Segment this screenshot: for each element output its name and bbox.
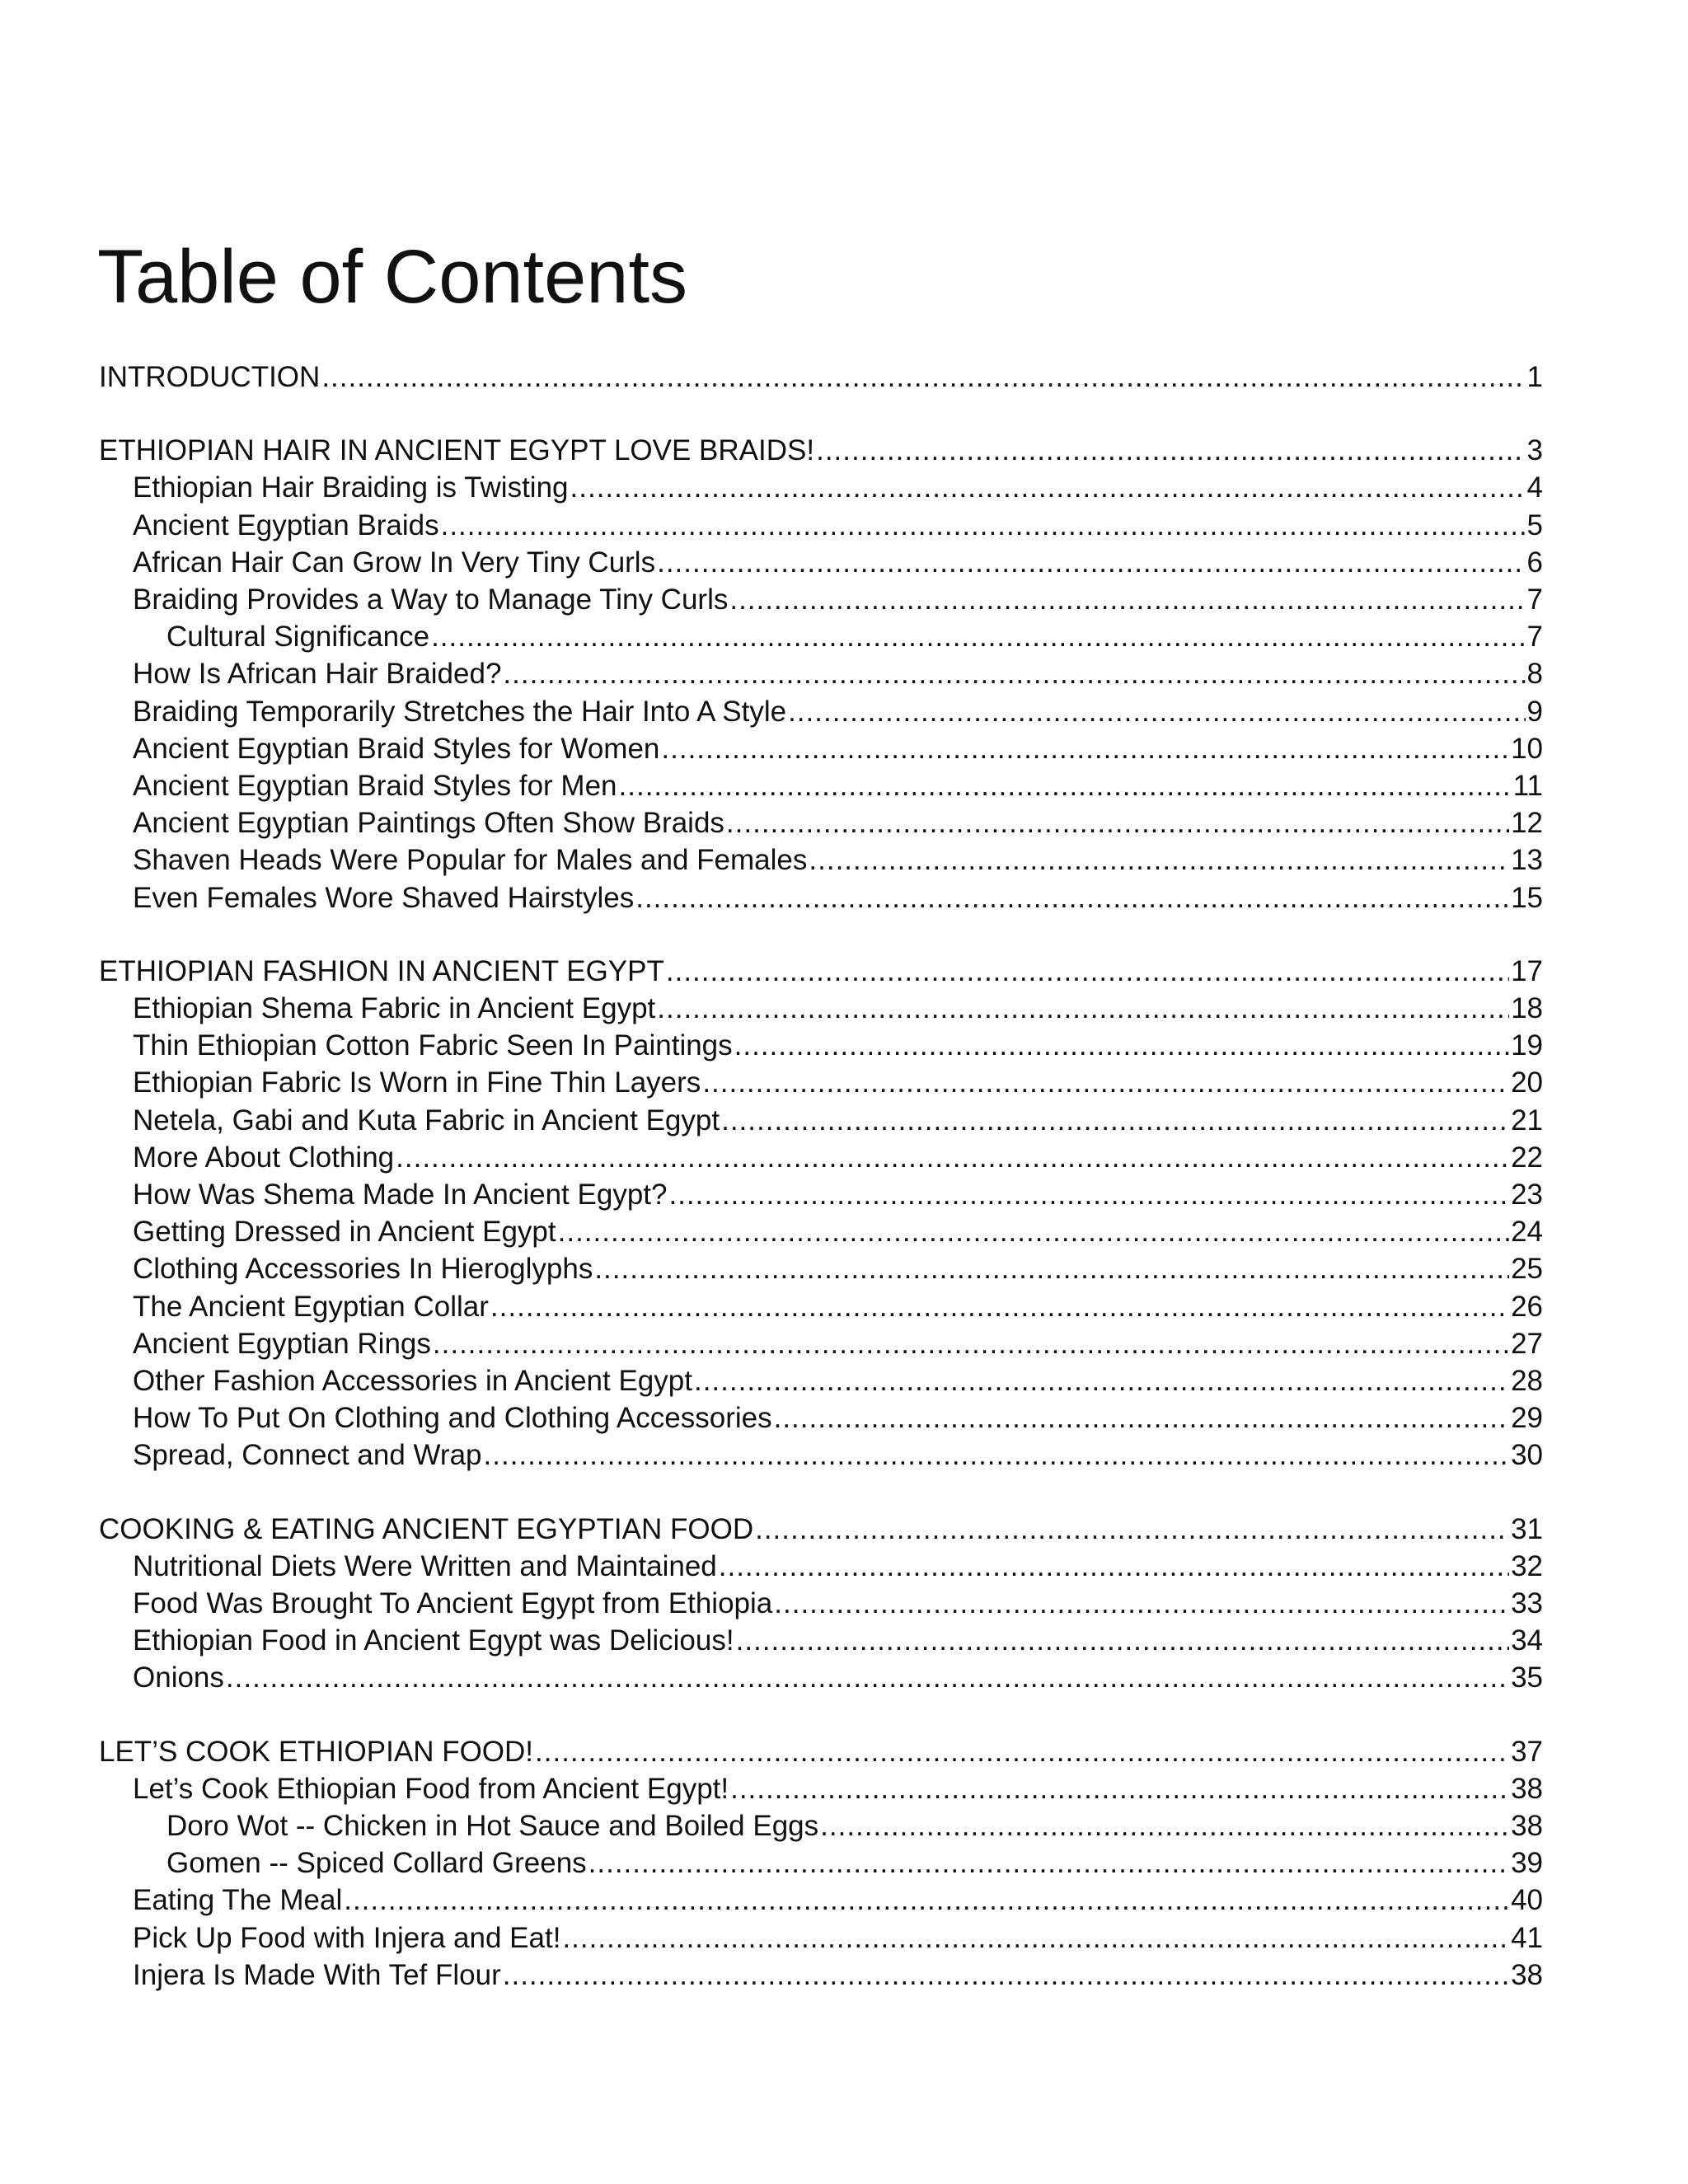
toc-entry-label: INTRODUCTION [99,361,321,393]
toc-page-number: 18 [1511,992,1543,1024]
toc-entry-label: Ancient Egyptian Braid Styles for Women [133,732,660,765]
dot-leader [788,694,1525,730]
toc-entry[interactable] [133,1214,1543,1250]
dot-leader [344,1882,1509,1919]
toc-page-number: 19 [1511,1029,1543,1062]
toc-entry-label: Food Was Brought To Ancient Egypt from Ethiopia [133,1587,773,1619]
dot-leader [396,1140,1509,1176]
toc-entry-label: ETHIOPIAN HAIR IN ANCIENT EGYPT LOVE BRAIDS! [99,434,815,467]
toc-entry[interactable] [133,1549,1543,1585]
dot-leader [729,582,1525,618]
toc-page-number: 25 [1511,1253,1543,1286]
toc-page-number: 7 [1526,583,1543,616]
toc-entry[interactable] [133,731,1543,767]
toc-page-number: 34 [1511,1624,1543,1657]
toc-entry[interactable] [133,1771,1543,1807]
dot-leader [562,1920,1509,1957]
toc-page-number: 15 [1511,881,1543,914]
toc-entry-label: How To Put On Clothing and Clothing Accessories [133,1402,772,1435]
toc-entry[interactable] [133,768,1543,804]
dot-leader [570,470,1526,506]
toc-page-number: 17 [1511,954,1543,987]
toc-entry-label: Spread, Connect and Wrap [133,1439,482,1472]
toc-entry-label: Ethiopian Food in Ancient Egypt was Delicious! [133,1624,734,1657]
toc-entry[interactable] [133,1882,1543,1919]
toc-entry-label: Nutritional Diets Were Written and Maintained [133,1549,717,1582]
dot-leader [809,842,1509,879]
toc-page-number: 31 [1511,1512,1543,1545]
dot-leader [702,1065,1509,1101]
dot-leader [431,619,1525,655]
toc-entry[interactable] [133,1957,1543,1994]
toc-entry[interactable] [133,694,1543,730]
toc-page-number: 38 [1511,1958,1543,1991]
dot-leader [441,508,1526,544]
toc-page-number: 7 [1526,621,1543,654]
dot-leader [774,1586,1509,1622]
toc-entry[interactable] [133,1028,1543,1064]
toc-page-number: 6 [1526,546,1543,579]
dot-leader [694,1363,1509,1399]
dot-leader [820,1808,1509,1844]
toc-entry-label: Ancient Egyptian Rings [133,1327,431,1360]
toc-entry-label: Ethiopian Hair Braiding is Twisting [133,471,569,504]
toc-entry-label: How Is African Hair Braided? [133,658,502,691]
dot-leader [774,1400,1509,1436]
toc-entry-label: Pick Up Food with Injera and Eat! [133,1921,561,1954]
toc-section-entry[interactable] [99,359,1543,396]
toc-entry[interactable] [133,805,1543,841]
toc-page-number: 5 [1526,509,1543,541]
toc-entry-label: The Ancient Egyptian Collar [133,1290,489,1323]
toc-entry-label: Braiding Temporarily Stretches the Hair Into A Style [133,695,787,728]
toc-entry[interactable] [133,656,1543,692]
toc-entry[interactable] [133,880,1543,916]
dot-leader [657,545,1525,581]
toc-entry-label: Thin Ethiopian Cotton Fabric Seen In Paintings [133,1029,733,1062]
dot-leader [668,1177,1509,1213]
toc-subentry[interactable] [166,1808,1543,1844]
toc-page-number: 41 [1511,1921,1543,1954]
page-title: Table of Contents [97,235,688,319]
toc-page-number: 3 [1526,434,1543,467]
toc-entry[interactable] [133,842,1543,879]
toc-page-number: 29 [1511,1402,1543,1435]
toc-entry[interactable] [133,1437,1543,1474]
dot-leader [816,433,1525,469]
toc-page-number: 8 [1526,658,1543,691]
toc-page-number: 37 [1511,1735,1543,1768]
toc-entry-label: Braiding Provides a Way to Manage Tiny Curls [133,583,729,616]
toc-entry[interactable] [133,1363,1543,1399]
toc-page-number: 33 [1511,1587,1543,1619]
toc-page-number: 24 [1511,1216,1543,1249]
toc-page-number: 9 [1526,695,1543,728]
toc-entry-label: Clothing Accessories In Hieroglyphs [133,1253,593,1286]
toc-entry-label: LET’S COOK ETHIOPIAN FOOD! [99,1735,534,1768]
toc-entry-label: Ethiopian Shema Fabric in Ancient Egypt [133,992,656,1024]
toc-entry-label: Injera Is Made With Tef Flour [133,1958,501,1991]
dot-leader [726,805,1509,841]
toc-entry[interactable] [133,1660,1543,1696]
toc-entry[interactable] [133,508,1543,544]
toc-page-number: 20 [1511,1066,1543,1099]
toc-entry-label: How Was Shema Made In Ancient Egypt? [133,1179,668,1211]
toc-entry[interactable] [133,1920,1543,1957]
toc-page-number: 40 [1511,1884,1543,1917]
toc-entry[interactable] [133,1586,1543,1622]
toc-entry[interactable] [133,582,1543,618]
toc-section-entry[interactable] [99,433,1543,469]
toc-page-number: 32 [1511,1549,1543,1582]
toc-subentry[interactable] [166,619,1543,655]
toc-entry-label: Ancient Egyptian Braid Styles for Men [133,770,617,802]
toc-page-number: 38 [1511,1772,1543,1805]
dot-leader [730,1771,1509,1807]
toc-page-number: 39 [1511,1847,1543,1880]
toc-entry[interactable] [133,1400,1543,1436]
dot-leader [433,1326,1509,1362]
dot-leader [226,1660,1509,1696]
toc-page-number: 28 [1511,1365,1543,1397]
dot-leader [503,656,1525,692]
dot-leader [535,1734,1509,1770]
toc-entry-label: Other Fashion Accessories in Ancient Egypt [133,1365,692,1397]
toc-page-number: 13 [1511,844,1543,877]
dot-leader [503,1957,1509,1994]
toc-entry[interactable] [133,1251,1543,1287]
dot-leader [721,1103,1509,1139]
toc-entry-label: More About Clothing [133,1141,395,1174]
toc-entry-label: COOKING & EATING ANCIENT EGYPTIAN FOOD [99,1512,754,1545]
toc-entry[interactable] [133,1103,1543,1139]
toc-page-number: 35 [1511,1661,1543,1694]
toc-entry[interactable] [133,1140,1543,1176]
dot-leader [661,731,1509,767]
toc-entry[interactable] [133,1065,1543,1101]
toc-entry-label: Cultural Significance [166,621,430,654]
toc-page-number: 21 [1511,1104,1543,1137]
dot-leader [619,768,1512,804]
toc-entry[interactable] [133,545,1543,581]
toc-entry[interactable] [133,991,1543,1027]
toc-entry-label: Ancient Egyptian Paintings Often Show Braids [133,807,724,840]
toc-entry-label: Ethiopian Fabric Is Worn in Fine Thin Layers [133,1066,701,1099]
dot-leader [719,1549,1509,1585]
dot-leader [734,1028,1509,1064]
toc-page-number: 22 [1511,1141,1543,1174]
toc-page-number: 23 [1511,1179,1543,1211]
toc-page-number: 26 [1511,1290,1543,1323]
toc-page-number: 1 [1526,361,1543,393]
toc-page-number: 10 [1511,732,1543,765]
toc-entry-label: Netela, Gabi and Kuta Fabric in Ancient Egypt [133,1104,720,1137]
toc-entry-label: African Hair Can Grow In Very Tiny Curls [133,546,656,579]
toc-section-entry[interactable] [99,1511,1543,1548]
toc-entry-label: Ancient Egyptian Braids [133,509,439,541]
toc-entry[interactable] [133,1623,1543,1659]
toc-page-number: 11 [1512,770,1543,802]
dot-leader [736,1623,1509,1659]
toc-entry-label: Let’s Cook Ethiopian Food from Ancient Egypt! [133,1772,729,1805]
toc-entry-label: Gomen -- Spiced Collard Greens [166,1847,587,1880]
toc-entry-label: ETHIOPIAN FASHION IN ANCIENT EGYPT [99,954,664,987]
toc-entry[interactable] [133,1177,1543,1213]
toc-subentry[interactable] [166,1845,1543,1882]
toc-section-entry[interactable] [99,1734,1543,1770]
toc-entry-label: Even Females Wore Shaved Hairstyles [133,881,635,914]
dot-leader [588,1845,1509,1882]
dot-leader [594,1251,1509,1287]
toc-entry-label: Onions [133,1661,224,1694]
toc-page-number: 4 [1526,471,1543,504]
dot-leader [635,880,1509,916]
toc-entry[interactable] [133,470,1543,506]
toc-page-number: 38 [1511,1810,1543,1842]
toc-entry[interactable] [133,1289,1543,1325]
toc-page-number: 27 [1511,1327,1543,1360]
dot-leader [755,1511,1509,1548]
dot-leader [490,1289,1509,1325]
toc-entry-label: Eating The Meal [133,1884,343,1917]
toc-page-number: 12 [1511,807,1543,840]
toc-entry-label: Shaven Heads Were Popular for Males and Females [133,844,808,877]
toc-entry-label: Doro Wot -- Chicken in Hot Sauce and Boiled Eggs [166,1810,819,1842]
toc-entry[interactable] [133,1326,1543,1362]
dot-leader [657,991,1509,1027]
dot-leader [558,1214,1509,1250]
dot-leader [321,359,1525,396]
toc-page-number: 30 [1511,1439,1543,1472]
dot-leader [484,1437,1510,1474]
toc-section-entry[interactable] [99,954,1543,990]
toc-entry-label: Getting Dressed in Ancient Egypt [133,1216,556,1249]
dot-leader [666,954,1509,990]
